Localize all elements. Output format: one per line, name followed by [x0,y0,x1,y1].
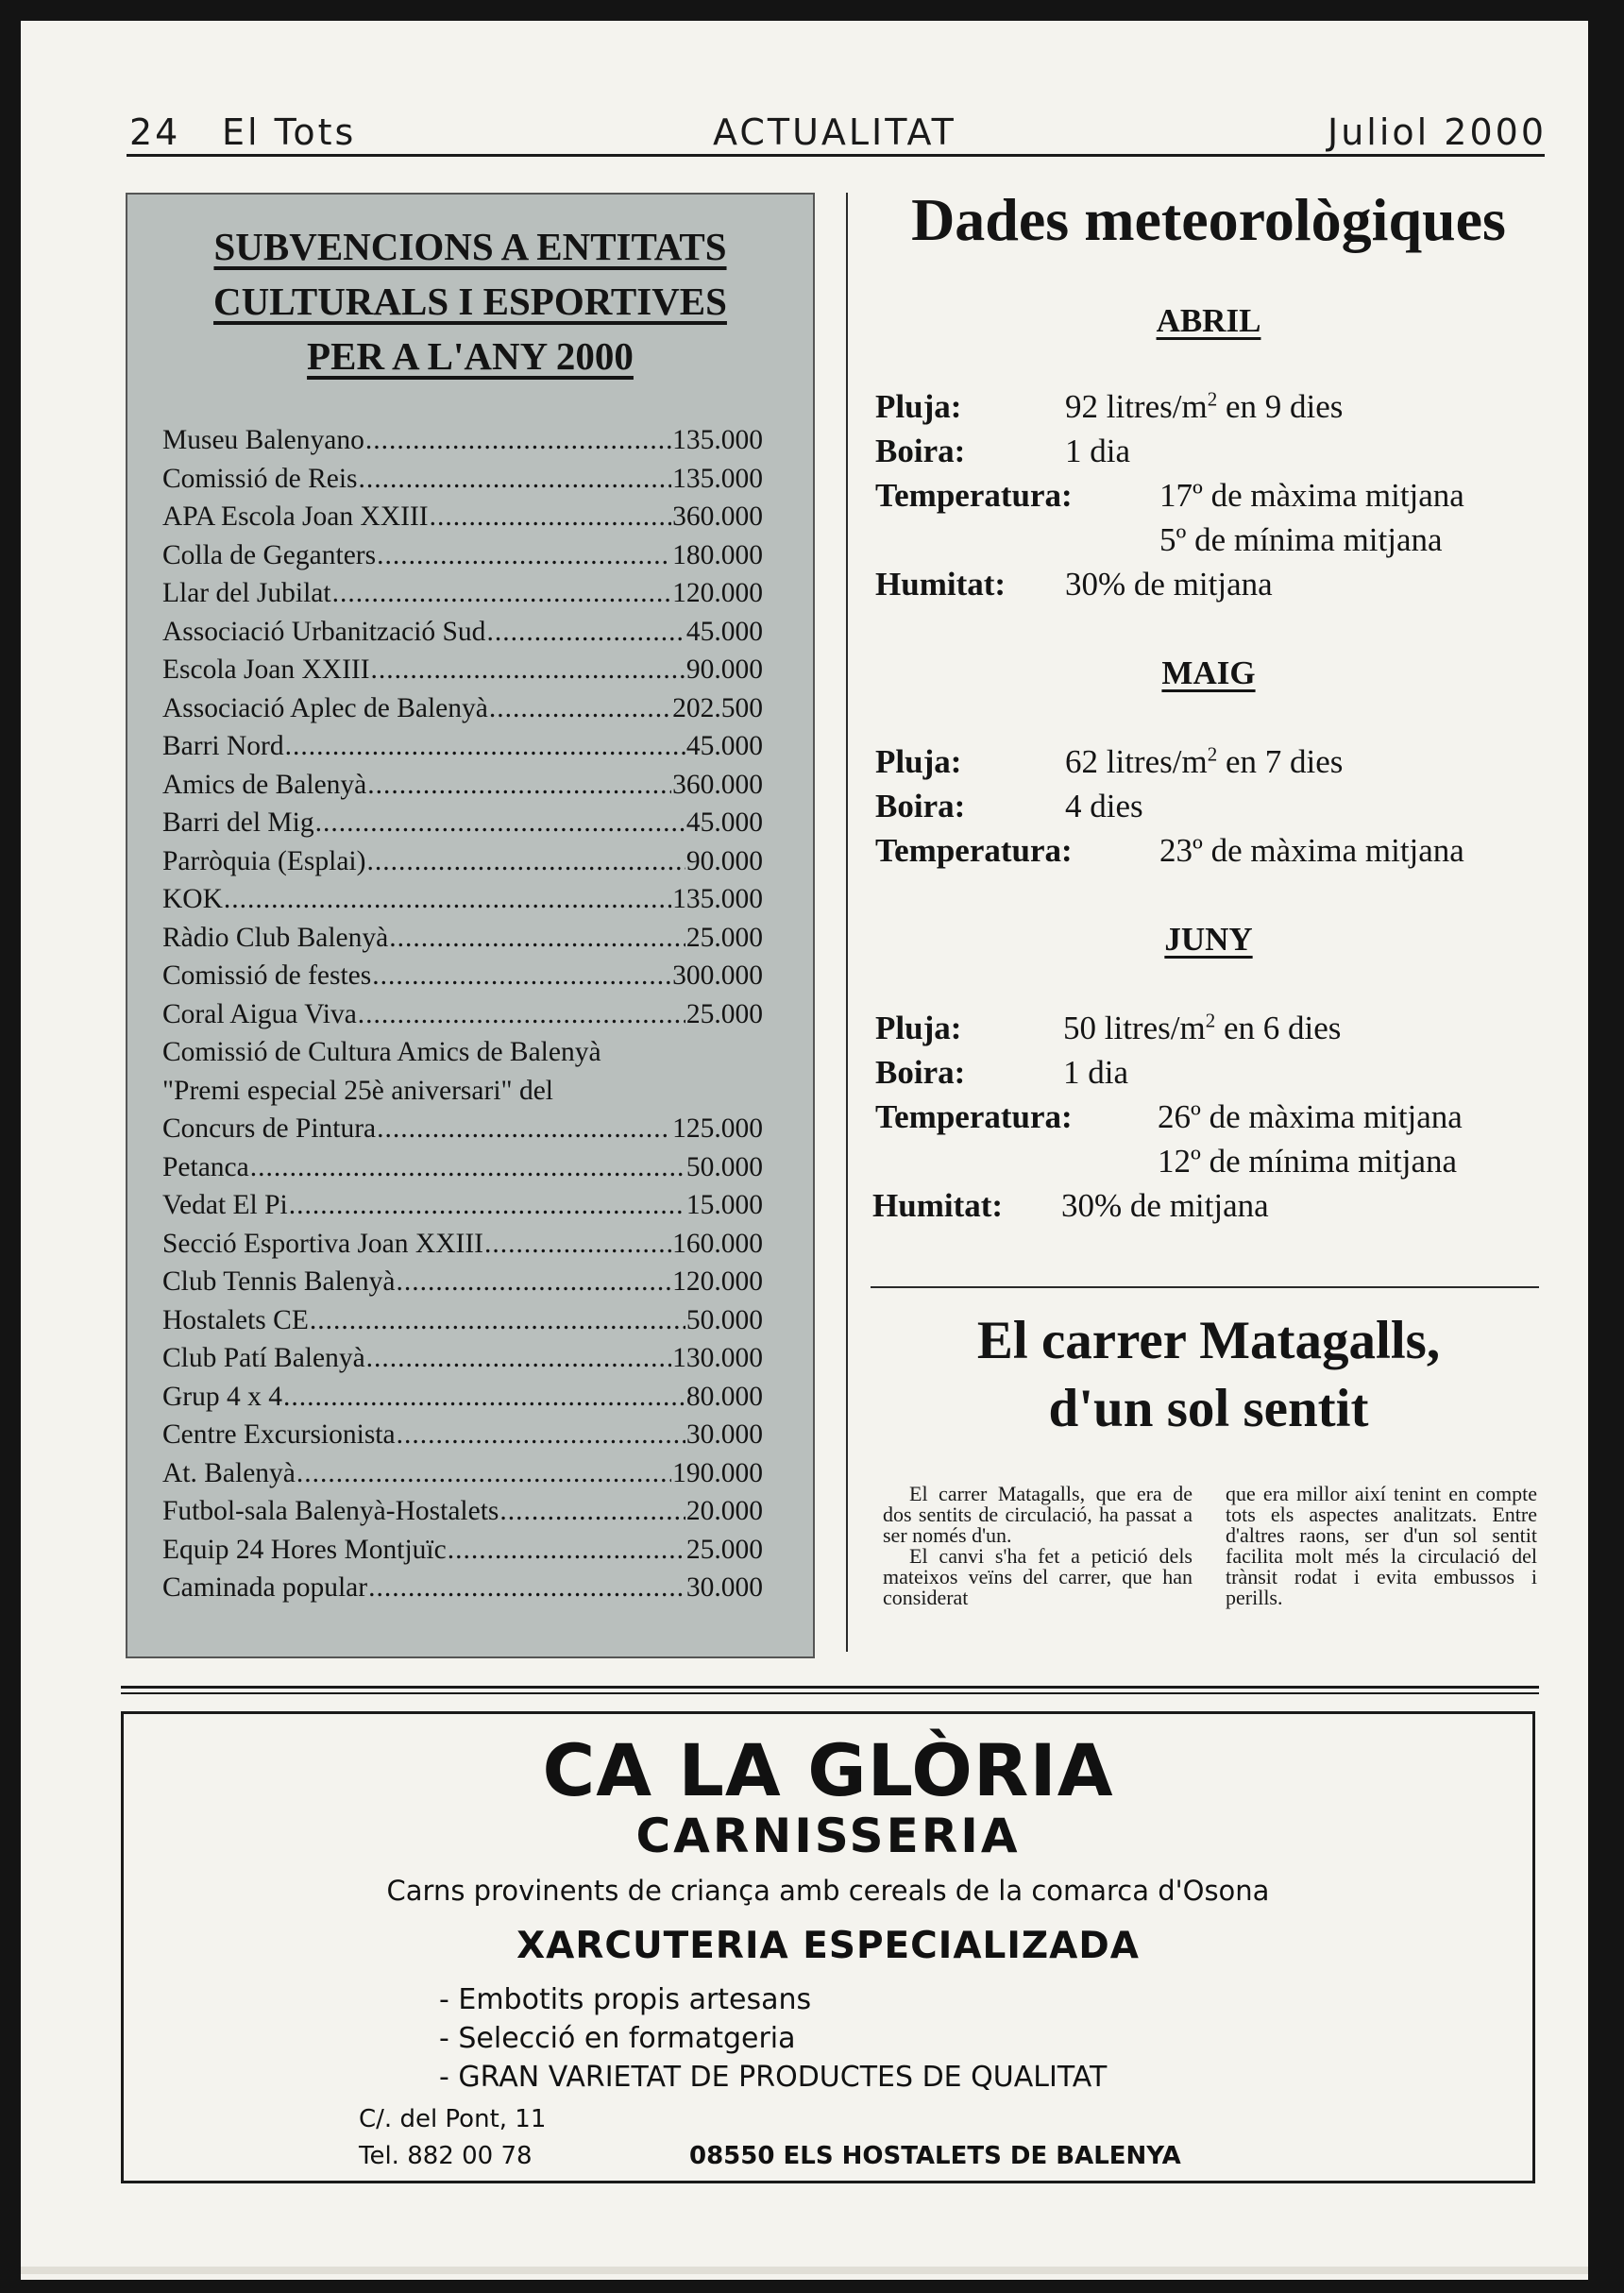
subsidy-entity: Associació Urbanització Sud [162,616,486,647]
subsidy-amount: 45.000 [685,616,763,647]
subsidy-entity: Caminada popular [162,1572,368,1603]
subsidy-entity: At. Balenyà [162,1457,296,1488]
subsidy-entity: Comissió de festes [162,960,372,991]
article-column-2 [1226,1484,1537,1608]
subsidy-amount: 202.500 [672,692,763,723]
subsidy-amount: 90.000 [685,845,763,876]
abril-temp-min: 5º de mínima mitjana [1159,521,1443,558]
subsidy-amount: 120.000 [672,578,763,608]
maig-rain-value: 62 litres/$m^2$ en 7 dies [1065,742,1344,780]
section-rule [871,1286,1539,1288]
subsidy-row [162,999,763,1038]
weather-title: Dades meteorològiques [911,186,1506,253]
subsidy-amount: 20.000 [685,1496,763,1526]
subsidy-amount: 360.000 [672,769,763,800]
leader-dots [366,1343,671,1374]
ad-specialty: XARCUTERIA ESPECIALIZADA [516,1925,1140,1967]
juny-humidity-value: 30% de mitjana [1061,1187,1269,1224]
subsidy-row [162,846,763,885]
subsidy-entity: Grup 4 x 4 [162,1381,283,1412]
leader-dots [499,1496,685,1527]
subsidy-row [162,1152,763,1191]
leader-dots [430,501,672,533]
subsidy-amount: 30.000 [685,1572,763,1603]
leader-dots [396,1266,671,1298]
subsidy-amount: 45.000 [685,731,763,761]
month-heading-juny: JUNY [1164,921,1253,958]
juny-rain-value: 50 litres/$m^2$ en 6 dies [1063,1009,1342,1046]
leader-dots [377,1113,671,1145]
juny-fog-value: 1 dia [1063,1054,1129,1091]
leader-dots [371,654,685,686]
subsidy-row [162,1305,763,1344]
subsidy-amount: 50.000 [685,1151,763,1182]
subsidy-entity: Centre Excursionista [162,1419,396,1450]
month-heading-maig: MAIG [1161,654,1256,691]
humidity-label: Humitat: [875,566,1007,603]
subsidy-amount: 135.000 [672,425,763,455]
ad-item: - GRAN VARIETAT DE PRODUCTES DE QUALITAT [439,2061,1108,2094]
leader-dots [397,1419,685,1451]
subsidy-amount: 80.000 [685,1381,763,1412]
subsidy-row [162,1419,763,1458]
subsidy-amount: 180.000 [672,539,763,570]
article-column-1 [883,1484,1193,1608]
subsidy-entity: Coral Aigua Viva [162,998,357,1029]
rain-label: Pluja: [875,743,962,780]
ad-item: - Embotits propis artesans [439,1983,812,2016]
subsidy-entity: Vedat El Pi [162,1190,288,1220]
subsidy-entity: Llar del Jubilat [162,578,331,608]
page-edge [21,2267,1588,2274]
subsidy-row [162,770,763,808]
temperature-label: Temperatura: [875,1098,1073,1135]
subsidy-row [162,1229,763,1267]
month-heading-abril: ABRIL [1156,302,1261,339]
maig-temp-max: 23º de màxima mitjana [1159,832,1464,869]
header-rule [127,154,1545,157]
subsidy-entity: KOK [162,884,223,914]
fog-label: Boira: [875,1054,966,1091]
ad-separator-rule [121,1692,1539,1694]
article-paragraph: El carrer Matagalls, que era de dos sentits de circulació, ha passat a ser només d'un. [883,1482,1193,1547]
subsidy-row [162,1266,763,1305]
leader-dots [358,999,685,1030]
leader-dots [250,1152,685,1183]
rain-label: Pluja: [875,1010,962,1046]
leader-dots [365,425,671,456]
subsidy-amount: 125.000 [672,1113,763,1144]
subsidy-row [162,654,763,693]
leader-dots [489,693,671,724]
subsidy-row [162,617,763,655]
subsidy-entity: Colla de Geganters [162,539,377,570]
subsidy-amount: 50.000 [685,1304,763,1335]
subsidy-row [162,807,763,846]
subsidies-title-line: SUBVENCIONS A ENTITATS [213,225,727,268]
subsidy-row [162,464,763,502]
subsidy-row [162,425,763,464]
page-number: 24 [129,111,181,153]
subsidy-row [162,1382,763,1420]
subsidy-row [162,1343,763,1382]
subsidy-amount: 25.000 [685,1534,763,1565]
leader-dots [366,846,685,877]
leader-dots [367,770,671,801]
subsidy-row [162,884,763,923]
ad-phone: Tel. 882 00 78 [359,2142,533,2170]
subsidy-amount: 190.000 [672,1457,763,1488]
subsidy-row [162,1190,763,1229]
issue-date: Juliol 2000 [1328,111,1547,153]
publication-name: El Tots [222,111,357,153]
subsidy-row [162,923,763,961]
article-title-line1: El carrer Matagalls, [976,1311,1441,1370]
subsidies-title-line: PER A L'ANY 2000 [307,334,634,378]
subsidy-entity: Barri del Mig [162,807,314,838]
subsidy-entity: Secció Esportiva Joan XXIII [162,1228,483,1259]
rain-label: Pluja: [875,388,962,425]
subsidy-entity: Amics de Balenyà [162,769,367,800]
ad-city: 08550 ELS HOSTALETS DE BALENYA [689,2142,1181,2170]
subsidy-amount: 130.000 [672,1343,763,1373]
abril-rain-value: 92 litres/$m^2$ en 9 dies [1065,387,1344,425]
leader-dots [315,807,685,839]
subsidy-amount: 160.000 [672,1228,763,1259]
fog-label: Boira: [875,433,966,469]
subsidy-row [162,693,763,732]
subsidy-entity: Ràdio Club Balenyà [162,922,389,953]
subsidy-entity: APA Escola Joan XXIII [162,501,429,532]
humidity-label: Humitat: [872,1187,1004,1224]
subsidy-amount: 30.000 [685,1419,763,1450]
ad-business-type: CARNISSERIA [635,1809,1021,1863]
subsidy-row [162,1076,763,1114]
subsidy-row [162,1496,763,1535]
subsidy-amount: 360.000 [672,501,763,532]
leader-dots [359,464,672,495]
abril-temp-max: 17º de màxima mitjana [1159,477,1464,514]
column-separator [846,193,848,1652]
article-title [850,1307,1567,1443]
leader-dots [448,1535,685,1566]
subsidies-title [126,219,815,383]
juny-temp-max: 26º de màxima mitjana [1158,1098,1463,1135]
subsidy-amount: 135.000 [672,463,763,494]
subsidy-amount: 15.000 [685,1190,763,1220]
leader-dots [368,1572,685,1604]
subsidy-row [162,540,763,579]
subsidy-entity: Barri Nord [162,731,284,761]
maig-fog-value: 4 dies [1065,788,1143,824]
leader-dots [289,1190,685,1221]
subsidy-row [162,1458,763,1497]
article-paragraph: que era millor així tenint en compte tots els aspectes analitzats. Entre d'altres raons, ser d'un sol sentit facilita molt més la circulació del trànsit rodat i evita embussos i perills. [1226,1482,1537,1609]
subsidy-entity: Futbol-sala Balenyà-Hostalets [162,1496,499,1526]
article-title-line2: d'un sol sentit [1048,1379,1369,1438]
subsidy-entity: Comissió de Reis [162,463,358,494]
subsidy-entity: Escola Joan XXIII [162,654,370,685]
subsidy-amount: 45.000 [685,807,763,838]
leader-dots [484,1229,671,1260]
article-paragraph: El canvi s'ha fet a petició dels mateixos veïns del carrer, que han considerat [883,1544,1193,1609]
leader-dots [377,540,671,571]
leader-dots [372,960,671,992]
subsidy-amount: 300.000 [672,960,763,991]
leader-dots [283,1382,685,1413]
leader-dots [310,1305,685,1336]
subsidies-list [162,425,763,1611]
subsidy-amount: 120.000 [672,1266,763,1297]
leader-dots [224,884,671,915]
subsidy-entity: Associació Aplec de Balenyà [162,692,488,723]
subsidies-title-line: CULTURALS I ESPORTIVES [213,280,727,323]
temperature-label: Temperatura: [875,832,1073,869]
subsidy-row [162,578,763,617]
subsidy-row [162,731,763,770]
abril-humidity-value: 30% de mitjana [1065,566,1273,603]
subsidy-row [162,1535,763,1573]
subsidy-entity: "Premi especial 25è aniversari" del [162,1075,553,1106]
subsidy-row [162,960,763,999]
ad-business-name: CA LA GLÒRIA [542,1728,1114,1812]
subsidy-entity: Parròquia (Esplai) [162,845,366,876]
subsidy-entity: Concurs de Pintura [162,1113,377,1144]
leader-dots [486,617,685,648]
subsidy-row [162,501,763,540]
subsidy-row [162,1037,763,1076]
subsidy-entity: Petanca [162,1151,249,1182]
subsidy-row [162,1113,763,1152]
subsidy-entity: Club Patí Balenyà [162,1343,365,1373]
abril-fog-value: 1 dia [1065,433,1131,469]
subsidy-entity: Museu Balenyano [162,425,364,455]
ad-description: Carns provinents de criança amb cereals de la comarca d'Osona [386,1875,1270,1907]
subsidy-amount: 90.000 [685,654,763,685]
leader-dots [296,1458,671,1489]
subsidy-row [162,1572,763,1611]
subsidy-amount: 135.000 [672,884,763,914]
subsidy-entity: Equip 24 Hores Montjuïc [162,1534,447,1565]
section-name: ACTUALITAT [713,111,956,153]
leader-dots [285,731,685,762]
subsidy-entity: Comissió de Cultura Amics de Balenyà [162,1037,601,1067]
subsidy-amount: 25.000 [685,922,763,953]
temperature-label: Temperatura: [875,477,1073,514]
juny-temp-min: 12º de mínima mitjana [1158,1143,1458,1180]
leader-dots [389,923,685,954]
ad-item: - Selecció en formatgeria [439,2022,796,2055]
ad-address: C/. del Pont, 11 [359,2105,547,2133]
leader-dots [332,578,672,609]
ad-separator-rule [121,1686,1539,1689]
subsidy-entity: Club Tennis Balenyà [162,1266,396,1297]
fog-label: Boira: [875,788,966,824]
subsidy-amount: 25.000 [685,998,763,1029]
subsidy-entity: Hostalets CE [162,1304,309,1335]
